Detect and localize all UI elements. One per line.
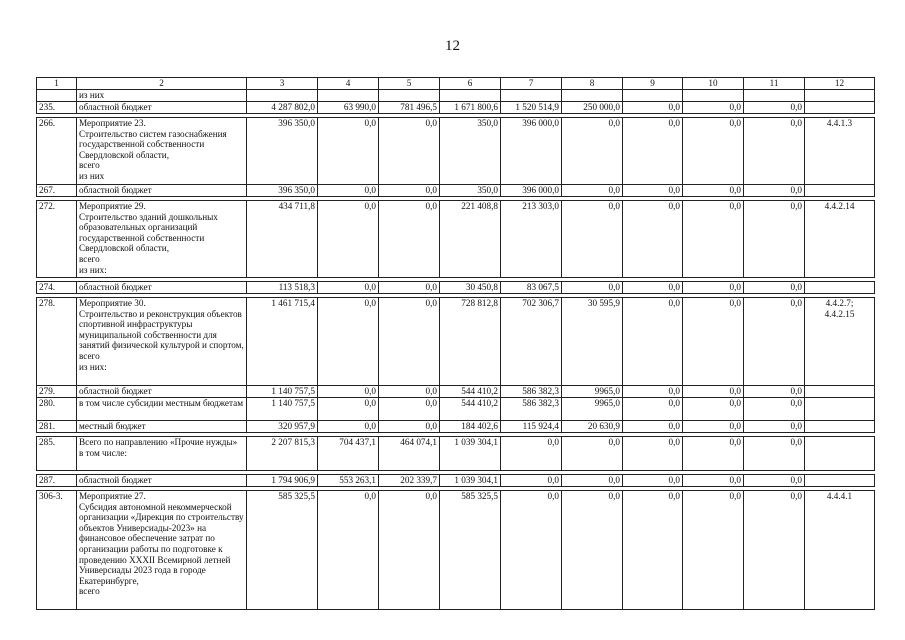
table-row [37,475,875,487]
value-cell: 0,0 [623,185,683,197]
value-cell: 0,0 [318,201,379,278]
value-cell: 0,0 [623,386,683,398]
value-cell: 202 339,7 [379,475,440,487]
value-cell: 1 461 715,4 [247,298,318,386]
value-cell: 30 595,9 [562,298,623,386]
row-number: 285. [37,437,77,471]
value-cell: 0,0 [623,437,683,471]
value-cell: 0,0 [744,386,805,398]
value-cell: 0,0 [683,491,744,610]
value-cell: 544 410,2 [440,386,501,398]
value-cell: 0,0 [318,185,379,197]
value-cell: 0,0 [562,475,623,487]
table-row [37,185,875,197]
value-cell: 184 402,6 [440,421,501,433]
header-cell: 12 [805,78,875,90]
program-code: 4.4.2.7; 4.4.2.15 [805,298,875,386]
value-cell: 0,0 [379,298,440,386]
row-name: местный бюджет [77,421,247,433]
value-cell: 0,0 [379,185,440,197]
value-cell: 0,0 [501,491,562,610]
value-cell: 0,0 [562,491,623,610]
value-cell: 350,0 [440,185,501,197]
row-number: 267. [37,185,77,197]
row-number: 281. [37,421,77,433]
value-cell: 728 812,8 [440,298,501,386]
value-cell: 9965,0 [562,386,623,398]
row-number: 280. [37,398,77,421]
value-cell: 1 140 757,5 [247,386,318,398]
value-cell: 0,0 [744,475,805,487]
value-cell: 9965,0 [562,398,623,421]
value-cell: 1 039 304,1 [440,437,501,471]
table-row [37,118,875,185]
value-cell: 1 520 514,9 [501,102,562,114]
value-cell: 0,0 [379,201,440,278]
header-cell: 3 [247,78,318,90]
value-cell: 0,0 [623,282,683,294]
value-cell: 4 287 802,0 [247,102,318,114]
value-cell: 0,0 [318,386,379,398]
program-code [805,90,875,102]
table-row [37,282,875,294]
value-cell: 0,0 [318,118,379,185]
value-cell: 0,0 [318,298,379,386]
value-cell [623,90,683,102]
header-cell: 10 [683,78,744,90]
program-code [805,398,875,421]
value-cell: 0,0 [623,118,683,185]
value-cell: 0,0 [379,386,440,398]
row-number: 279. [37,386,77,398]
value-cell [744,90,805,102]
table-row [37,491,875,610]
value-cell: 0,0 [683,201,744,278]
table-row [37,201,875,278]
program-code [805,386,875,398]
value-cell: 0,0 [623,102,683,114]
value-cell: 0,0 [744,118,805,185]
value-cell: 0,0 [379,398,440,421]
value-cell: 0,0 [744,102,805,114]
value-cell: 0,0 [562,118,623,185]
value-cell: 213 303,0 [501,201,562,278]
table-row [37,398,875,421]
value-cell: 0,0 [379,491,440,610]
value-cell: 0,0 [683,298,744,386]
program-code: 4.4.2.14 [805,201,875,278]
value-cell: 221 408,8 [440,201,501,278]
row-number: 287. [37,475,77,487]
value-cell: 0,0 [623,298,683,386]
row-name: областной бюджет [77,282,247,294]
value-cell: 0,0 [318,282,379,294]
value-cell: 115 924,4 [501,421,562,433]
row-number: 235. [37,102,77,114]
value-cell: 0,0 [744,298,805,386]
header-cell: 2 [77,78,247,90]
header-row [37,78,875,90]
value-cell: 396 350,0 [247,118,318,185]
row-number: 272. [37,201,77,278]
value-cell: 0,0 [379,282,440,294]
header-cell: 5 [379,78,440,90]
row-name: областной бюджет [77,185,247,197]
value-cell: 0,0 [623,398,683,421]
value-cell: 250 000,0 [562,102,623,114]
value-cell [501,90,562,102]
header-cell: 8 [562,78,623,90]
value-cell: 30 450,8 [440,282,501,294]
row-name: областной бюджет [77,102,247,114]
value-cell: 0,0 [744,201,805,278]
value-cell: 320 957,9 [247,421,318,433]
row-name: Всего по направлению «Прочие нужды» в том числе: [77,437,247,471]
value-cell: 0,0 [744,491,805,610]
value-cell: 0,0 [683,118,744,185]
program-code [805,282,875,294]
value-cell: 704 437,1 [318,437,379,471]
value-cell: 553 263,1 [318,475,379,487]
value-cell: 0,0 [562,185,623,197]
row-name: в том числе субсидии местным бюджетам [77,398,247,421]
value-cell: 0,0 [683,282,744,294]
value-cell: 0,0 [501,437,562,471]
row-number: 274. [37,282,77,294]
header-cell: 11 [744,78,805,90]
row-name: Мероприятие 29. Строительство зданий дошкольных образовательных организаций государственной собственности Свердловской области, всего из них: [77,201,247,278]
value-cell: 1 794 906,9 [247,475,318,487]
program-code [805,475,875,487]
value-cell: 0,0 [379,421,440,433]
header-cell: 7 [501,78,562,90]
value-cell: 0,0 [318,491,379,610]
value-cell: 396 350,0 [247,185,318,197]
value-cell: 0,0 [562,201,623,278]
row-name: Мероприятие 23. Строительство систем газоснабжения государственной собственности Свердловской области, всего из них [77,118,247,185]
row-number: 306-3. [37,491,77,610]
value-cell [318,90,379,102]
value-cell: 83 067,5 [501,282,562,294]
program-code [805,185,875,197]
value-cell: 0,0 [623,475,683,487]
page-number: 12 [445,38,460,54]
value-cell: 434 711,8 [247,201,318,278]
table-row [37,102,875,114]
value-cell: 0,0 [683,386,744,398]
value-cell: 0,0 [623,201,683,278]
value-cell: 0,0 [683,185,744,197]
value-cell [247,90,318,102]
value-cell: 781 496,5 [379,102,440,114]
value-cell: 1 140 757,5 [247,398,318,421]
row-name: областной бюджет [77,386,247,398]
table-row [37,386,875,398]
value-cell [562,90,623,102]
value-cell: 0,0 [744,185,805,197]
row-name: Мероприятие 30. Строительство и реконструкция объектов спортивной инфраструктуры муниципальной собственности для занятий физической культурой и спортом, всего из них: [77,298,247,386]
header-cell: 9 [623,78,683,90]
table-row [37,437,875,471]
value-cell: 0,0 [318,421,379,433]
value-cell: 113 518,3 [247,282,318,294]
value-cell: 0,0 [562,282,623,294]
program-code: 4.4.1.3 [805,118,875,185]
value-cell: 586 382,3 [501,398,562,421]
program-code [805,421,875,433]
value-cell: 0,0 [562,437,623,471]
value-cell [440,90,501,102]
header-cell: 1 [37,78,77,90]
value-cell: 586 382,3 [501,386,562,398]
value-cell: 1 671 800,6 [440,102,501,114]
table-row [37,90,875,102]
value-cell: 396 000,0 [501,118,562,185]
row-number: 266. [37,118,77,185]
program-code [805,102,875,114]
value-cell: 0,0 [744,282,805,294]
program-code: 4.4.4.1 [805,491,875,610]
value-cell: 0,0 [744,421,805,433]
value-cell: 544 410,2 [440,398,501,421]
table-row [37,421,875,433]
row-name: областной бюджет [77,475,247,487]
value-cell [683,90,744,102]
value-cell: 0,0 [744,398,805,421]
value-cell: 0,0 [683,437,744,471]
value-cell: 350,0 [440,118,501,185]
header-cell: 4 [318,78,379,90]
value-cell: 702 306,7 [501,298,562,386]
program-code [805,437,875,471]
value-cell: 0,0 [623,491,683,610]
value-cell: 0,0 [318,398,379,421]
value-cell: 0,0 [683,102,744,114]
value-cell: 0,0 [623,421,683,433]
value-cell: 2 207 815,3 [247,437,318,471]
budget-table [36,77,875,610]
value-cell: 0,0 [683,475,744,487]
value-cell: 585 325,5 [440,491,501,610]
table-row [37,298,875,386]
value-cell: 0,0 [683,398,744,421]
value-cell: 0,0 [379,118,440,185]
header-cell: 6 [440,78,501,90]
value-cell: 464 074,1 [379,437,440,471]
value-cell: 20 630,9 [562,421,623,433]
value-cell [379,90,440,102]
row-name: Мероприятие 27. Субсидия автономной некоммерческой организации «Дирекция по строительству объектов Универсиады-2023» на финансовое обеспечение затрат по организации работы по подготовке к проведению XXXII Всемирной летней Универсиады 2023 года в городе Екатеринбурге, всего [77,491,247,610]
budget-table-body [37,78,875,610]
value-cell: 63 990,0 [318,102,379,114]
value-cell: 396 000,0 [501,185,562,197]
value-cell: 0,0 [501,475,562,487]
row-name: из них [77,90,247,102]
value-cell: 0,0 [744,437,805,471]
value-cell: 585 325,5 [247,491,318,610]
row-number [37,90,77,102]
value-cell: 0,0 [683,421,744,433]
value-cell: 1 039 304,1 [440,475,501,487]
row-number: 278. [37,298,77,386]
